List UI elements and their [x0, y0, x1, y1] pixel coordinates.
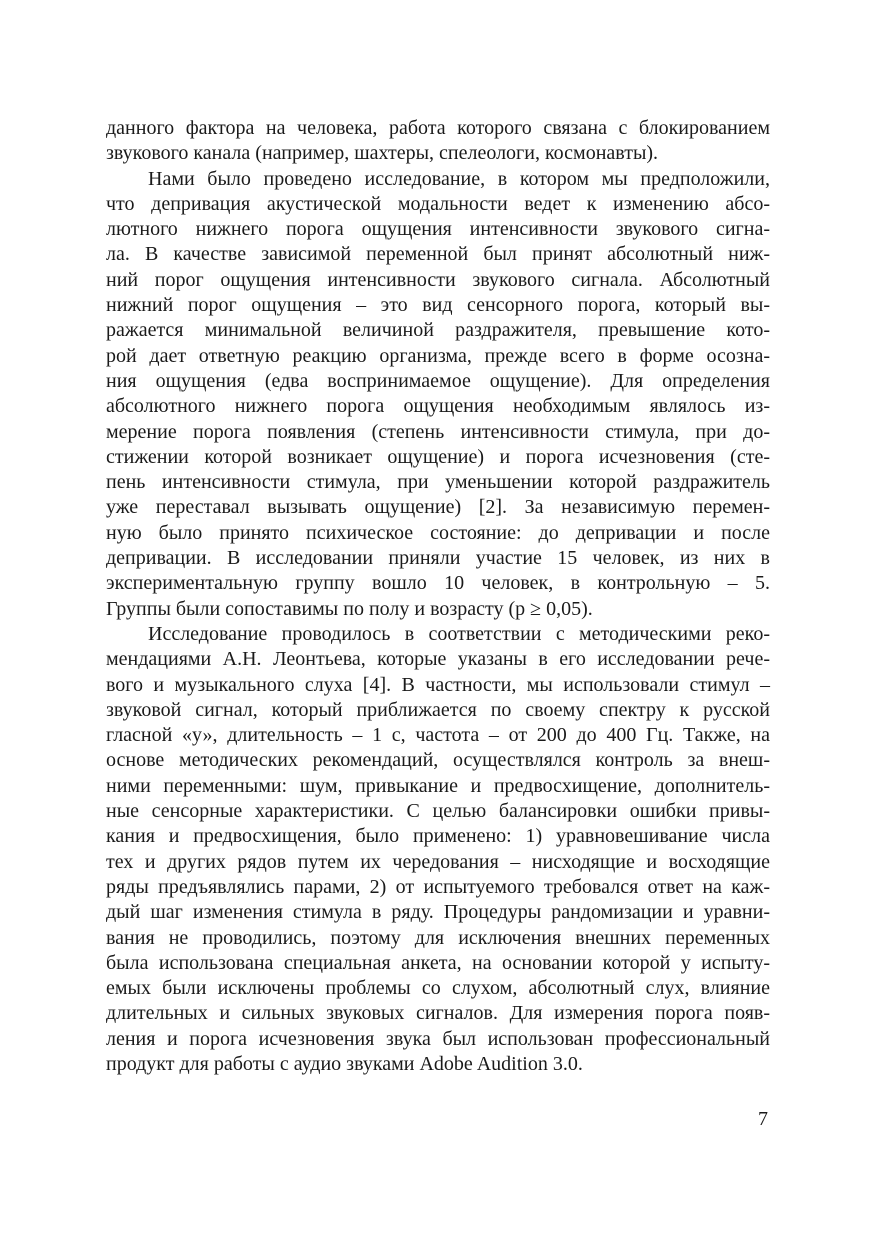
text-line: Исследование проводилось в соответствии с методическими реко- — [148, 622, 770, 645]
text-line: емых были исключены проблемы со слухом, абсолютный слух, влияние — [106, 977, 770, 1000]
text-line: ления и порога исчезновения звука был использован профессиональный — [106, 1027, 770, 1050]
page-body — [106, 116, 770, 1077]
text-line: нижний порог ощущения – это вид сенсорного порога, который вы- — [106, 294, 770, 317]
text-line: звуковой сигнал, который приближается по своему спектру к русской — [106, 698, 770, 721]
text-line: ные сенсорные характеристики. С целью балансировки ошибки привы- — [106, 800, 770, 823]
text-line: ражается минимальной величиной раздражителя, превышение кото- — [106, 319, 770, 342]
text-line: экспериментальную группу вошло 10 человек, в контрольную – 5. — [106, 572, 770, 595]
text-line: ряды предъявлялись парами, 2) от испытуемого требовался ответ на каж- — [106, 875, 770, 898]
text-line: вания не проводились, поэтому для исключения внешних переменных — [106, 926, 770, 949]
text-line: пень интенсивности стимула, при уменьшении которой раздражитель — [106, 471, 770, 494]
text-line: ную было принято психическое состояние: до депривации и после — [106, 521, 770, 544]
text-line: мерение порога появления (степень интенсивности стимула, при до- — [106, 420, 770, 443]
text-line: Группы были сопоставимы по полу и возрасту (p ≥ 0,05). — [106, 597, 593, 620]
text-line: мендациями А.Н. Леонтьева, которые указаны в его исследовании рече- — [106, 648, 770, 671]
text-line: гласной «у», длительность – 1 с, частота – от 200 до 400 Гц. Также, на — [106, 724, 770, 747]
text-line: дый шаг изменения стимула в ряду. Процедуры рандомизации и уравни- — [106, 901, 770, 924]
paragraph-2 — [106, 167, 770, 622]
text-line: тех и других рядов путем их чередования – нисходящие и восходящие — [106, 850, 770, 873]
text-line: длительных и сильных звуковых сигналов. Для измерения порога появ- — [106, 1002, 770, 1025]
text-line: Нами было проведено исследование, в котором мы предположили, — [148, 167, 770, 190]
text-line: продукт для работы с аудио звуками Adobe Audition 3.0. — [106, 1052, 583, 1075]
text-line: основе методических рекомендаций, осуществлялся контроль за внеш- — [106, 749, 770, 772]
text-line: была использована специальная анкета, на основании которой у испыту- — [106, 951, 770, 974]
text-line: вого и музыкального слуха [4]. В частности, мы использовали стимул – — [106, 673, 770, 696]
text-line: уже переставал вызывать ощущение) [2]. За независимую перемен- — [106, 496, 770, 519]
text-line: абсолютного нижнего порога ощущения необходимым являлось из- — [106, 395, 770, 418]
text-line: ла. В качестве зависимой переменной был принят абсолютный ниж- — [106, 243, 770, 266]
paragraph-1 — [106, 116, 770, 167]
text-line: ния ощущения (едва воспринимаемое ощущение). Для определения — [106, 369, 770, 392]
text-line: что депривация акустической модальности ведет к изменению абсо- — [106, 192, 770, 215]
text-line: рой дает ответную реакцию организма, прежде всего в форме осозна- — [106, 344, 770, 367]
page-number: 7 — [758, 1108, 768, 1130]
text-line: данного фактора на человека, работа которого связана с блокированием — [106, 117, 770, 139]
text-line: ними переменными: шум, привыкание и предвосхищение, дополнитель- — [106, 774, 770, 797]
text-line: звукового канала (например, шахтеры, спелеологи, космонавты). — [106, 142, 659, 165]
text-line: кания и предвосхищения, было применено: 1) уравновешивание числа — [106, 825, 770, 848]
text-line: стижении которой возникает ощущение) и порога исчезновения (сте- — [106, 445, 770, 468]
text-line: депривации. В исследовании приняли участие 15 человек, из них в — [106, 547, 770, 570]
text-line: лютного нижнего порога ощущения интенсивности звукового сигна- — [106, 218, 770, 241]
paragraph-3 — [106, 622, 770, 1077]
text-line: ний порог ощущения интенсивности звукового сигнала. Абсолютный — [106, 268, 770, 291]
